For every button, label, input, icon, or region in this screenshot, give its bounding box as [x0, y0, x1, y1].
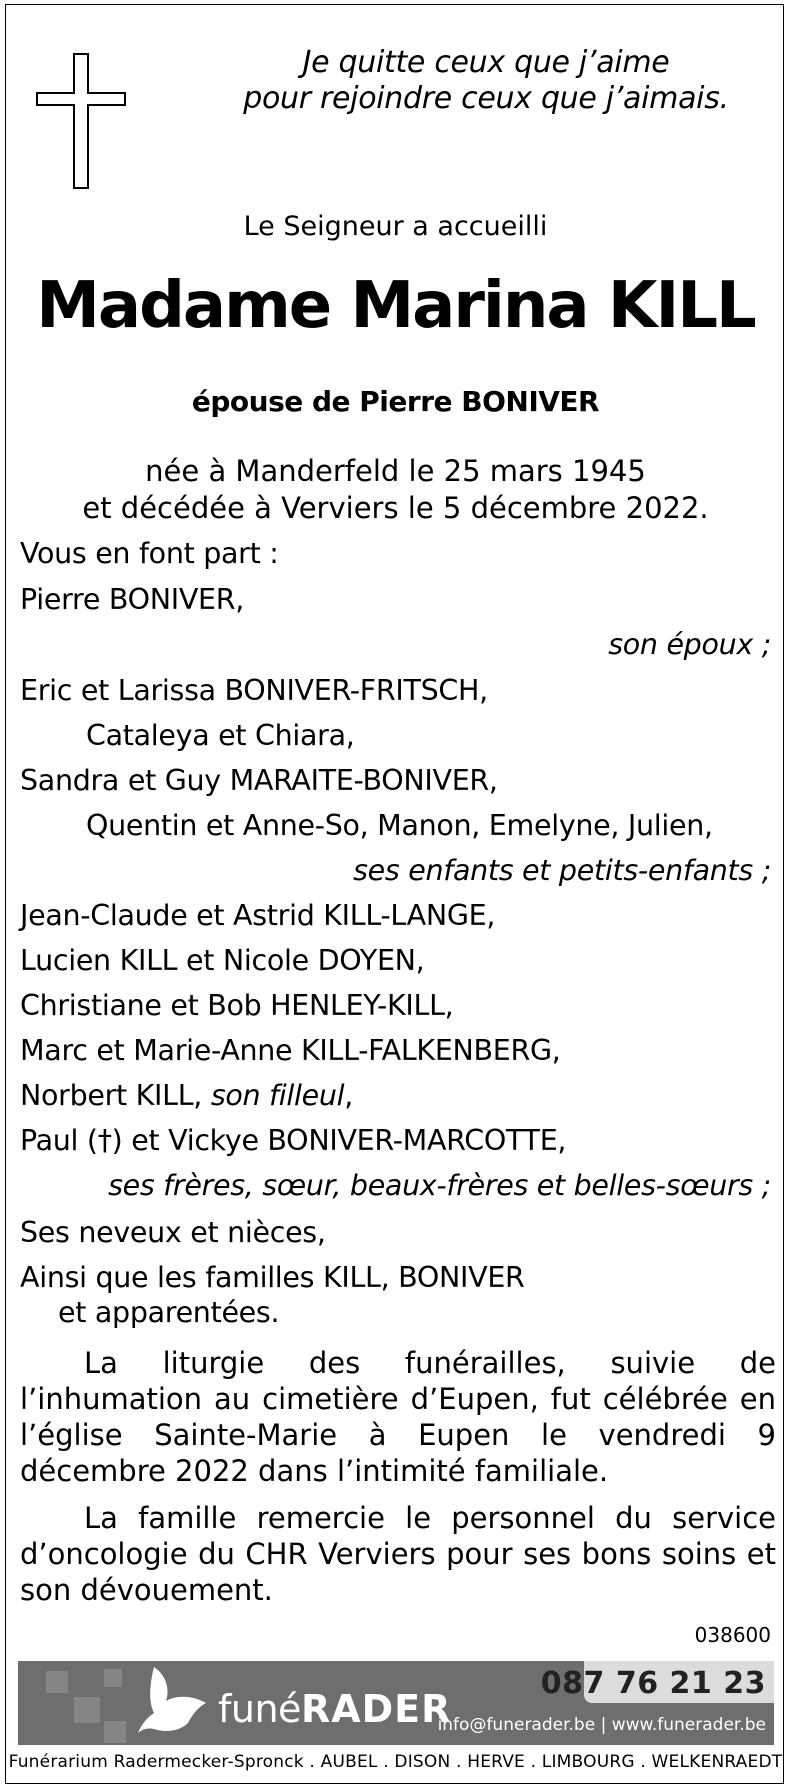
announcement-intro: Vous en font part : [20, 537, 279, 570]
funeral-paragraph: La liturgie des funérailles, suivie de l’inhumation au cimetière d’Eupen, fut célébrée en l’église Sainte-Marie à Eupen le vendredi 9 décembre 2022 dans l’intimité familiale. [20, 1346, 776, 1488]
grandchildren-line: Quentin et Anne-So, Manon, Emelyne, Julien, [86, 809, 713, 842]
cross-icon [36, 53, 126, 189]
sibling-line: Christiane et Bob HENLEY-KILL, [20, 989, 454, 1022]
dove-logo-icon [136, 1665, 216, 1735]
godson-name: Norbert KILL, [20, 1079, 211, 1112]
phone-number: 087 76 21 23 [540, 1666, 766, 1701]
funeral-home-brand [218, 1687, 451, 1731]
quote-line-2: pour rejoindre ceux que j’aimais. [243, 81, 729, 116]
godson-line [20, 1079, 353, 1112]
grandchildren-line: Cataleya et Chiara, [86, 719, 355, 752]
phone-box [540, 1661, 774, 1703]
thanks-paragraph: La famille remercie le personnel du service d’oncologie du CHR Verviers pour ses bons soins et son dévouement. [20, 1501, 776, 1607]
intro-text: Le Seigneur a accueilli [243, 211, 548, 242]
decorative-square [104, 1721, 126, 1743]
godson-role: son filleul [210, 1079, 345, 1112]
child-line: Eric et Larissa BONIVER-FRITSCH, [20, 674, 488, 707]
families-line: Ainsi que les familles KILL, BONIVER [20, 1261, 525, 1294]
decorative-square [46, 1671, 68, 1693]
funeral-home-banner [18, 1661, 774, 1745]
obituary-notice [5, 4, 784, 1784]
birth-line: née à Manderfeld le 25 mars 1945 [145, 454, 646, 488]
contact-info: info@funerader.be | www.funerader.be [437, 1715, 766, 1735]
sibling-line: Lucien KILL et Nicole DOYEN, [20, 944, 425, 977]
quote-line-1: Je quitte ceux que j’aime [302, 45, 670, 80]
sibling-line: Jean-Claude et Astrid KILL-LANGE, [20, 899, 496, 932]
children-role: ses enfants et petits-enfants ; [353, 854, 771, 887]
spouse-name: Pierre BONIVER, [20, 583, 244, 616]
sibling-line: Marc et Marie-Anne KILL-FALKENBERG, [20, 1034, 561, 1067]
death-line: et décédée à Verviers le 5 décembre 2022. [82, 491, 709, 525]
brand-bold: RADER [300, 1687, 452, 1731]
nephews-line: Ses neveux et nièces, [20, 1216, 326, 1249]
brand-prefix: funé [218, 1687, 301, 1731]
godson-end: , [344, 1079, 354, 1112]
funeral-home-locations: Funérarium Radermecker-Spronck . AUBEL . DISON . HERVE . LIMBOURG . WELKENRAEDT [8, 1752, 783, 1772]
child-line: Sandra et Guy MARAITE-BONIVER, [20, 764, 498, 797]
reference-number: 038600 [694, 1623, 771, 1647]
decorative-square [104, 1669, 122, 1687]
deceased-name: Madame Marina KILL [36, 269, 755, 343]
spouse-role: son époux ; [608, 628, 771, 661]
siblings-role: ses frères, sœur, beaux-frères et belles-sœurs ; [108, 1169, 771, 1202]
families-end-line: et apparentées. [58, 1296, 280, 1329]
decorative-square [74, 1697, 100, 1723]
spouse-line: épouse de Pierre BONIVER [191, 385, 600, 418]
sibling-line: Paul (†) et Vickye BONIVER-MARCOTTE, [20, 1124, 567, 1157]
